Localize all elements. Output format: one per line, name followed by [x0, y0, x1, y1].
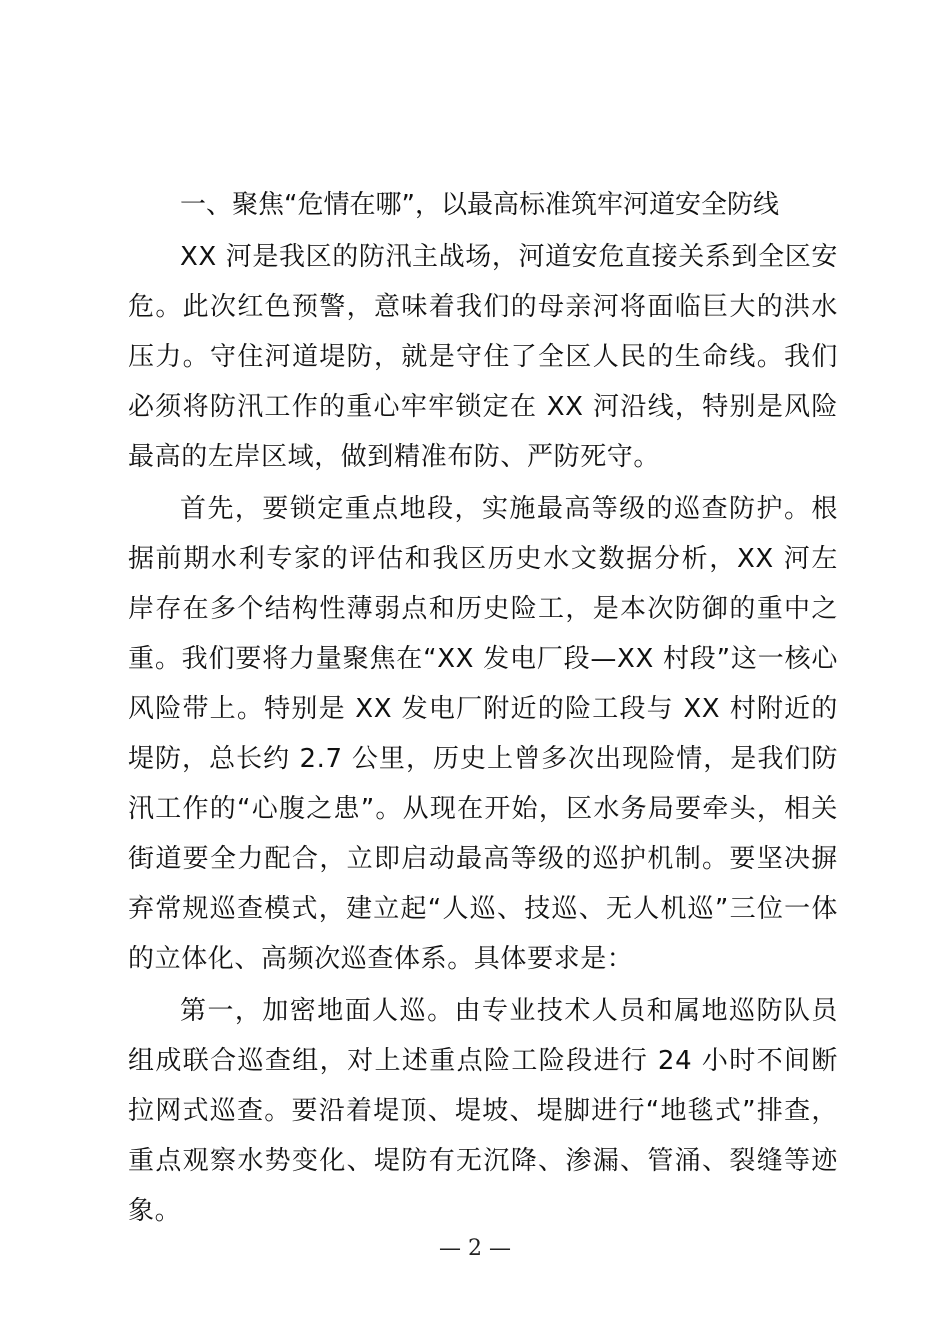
section-heading: 一、聚焦“危情在哪”，以最高标准筑牢河道安全防线 — [180, 190, 779, 220]
page-number: — 2 — — [439, 1236, 511, 1261]
document-body — [128, 180, 838, 1238]
paragraph-3: 第一，加密地面人巡。由专业技术人员和属地巡防队员组成联合巡查组，对上述重点险工险段进行 24 小时不间断拉网式巡查。要沿着堤顶、堤坡、堤脚进行“地毯式”排查，重点观察水势变化、堤防有无沉降、渗漏、管涌、裂缝等迹象。 — [128, 996, 838, 1226]
paragraph-2: 首先，要锁定重点地段，实施最高等级的巡查防护。根据前期水利专家的评估和我区历史水文数据分析，XX 河左岸存在多个结构性薄弱点和历史险工，是本次防御的重中之重。我们要将力量聚焦在“XX 发电厂段—XX 村段”这一核心风险带上。特别是 XX 发电厂附近的险工段与 XX 村附近的堤防，总长约 2.7 公里，历史上曾多次出现险情，是我们防汛工作的“心腹之患”。从现在开始，区水务局要牵头，相关街道要全力配合，立即启动最高等级的巡护机制。要坚决摒弃常规巡查模式，建立起“人巡、技巡、无人机巡”三位一体的立体化、高频次巡查体系。具体要求是： — [128, 494, 838, 974]
paragraph-1: XX 河是我区的防汛主战场，河道安危直接关系到全区安危。此次红色预警，意味着我们的母亲河将面临巨大的洪水压力。守住河道堤防，就是守住了全区人民的生命线。我们必须将防汛工作的重心牢牢锁定在 XX 河沿线，特别是风险最高的左岸区域，做到精准布防、严防死守。 — [128, 242, 838, 472]
